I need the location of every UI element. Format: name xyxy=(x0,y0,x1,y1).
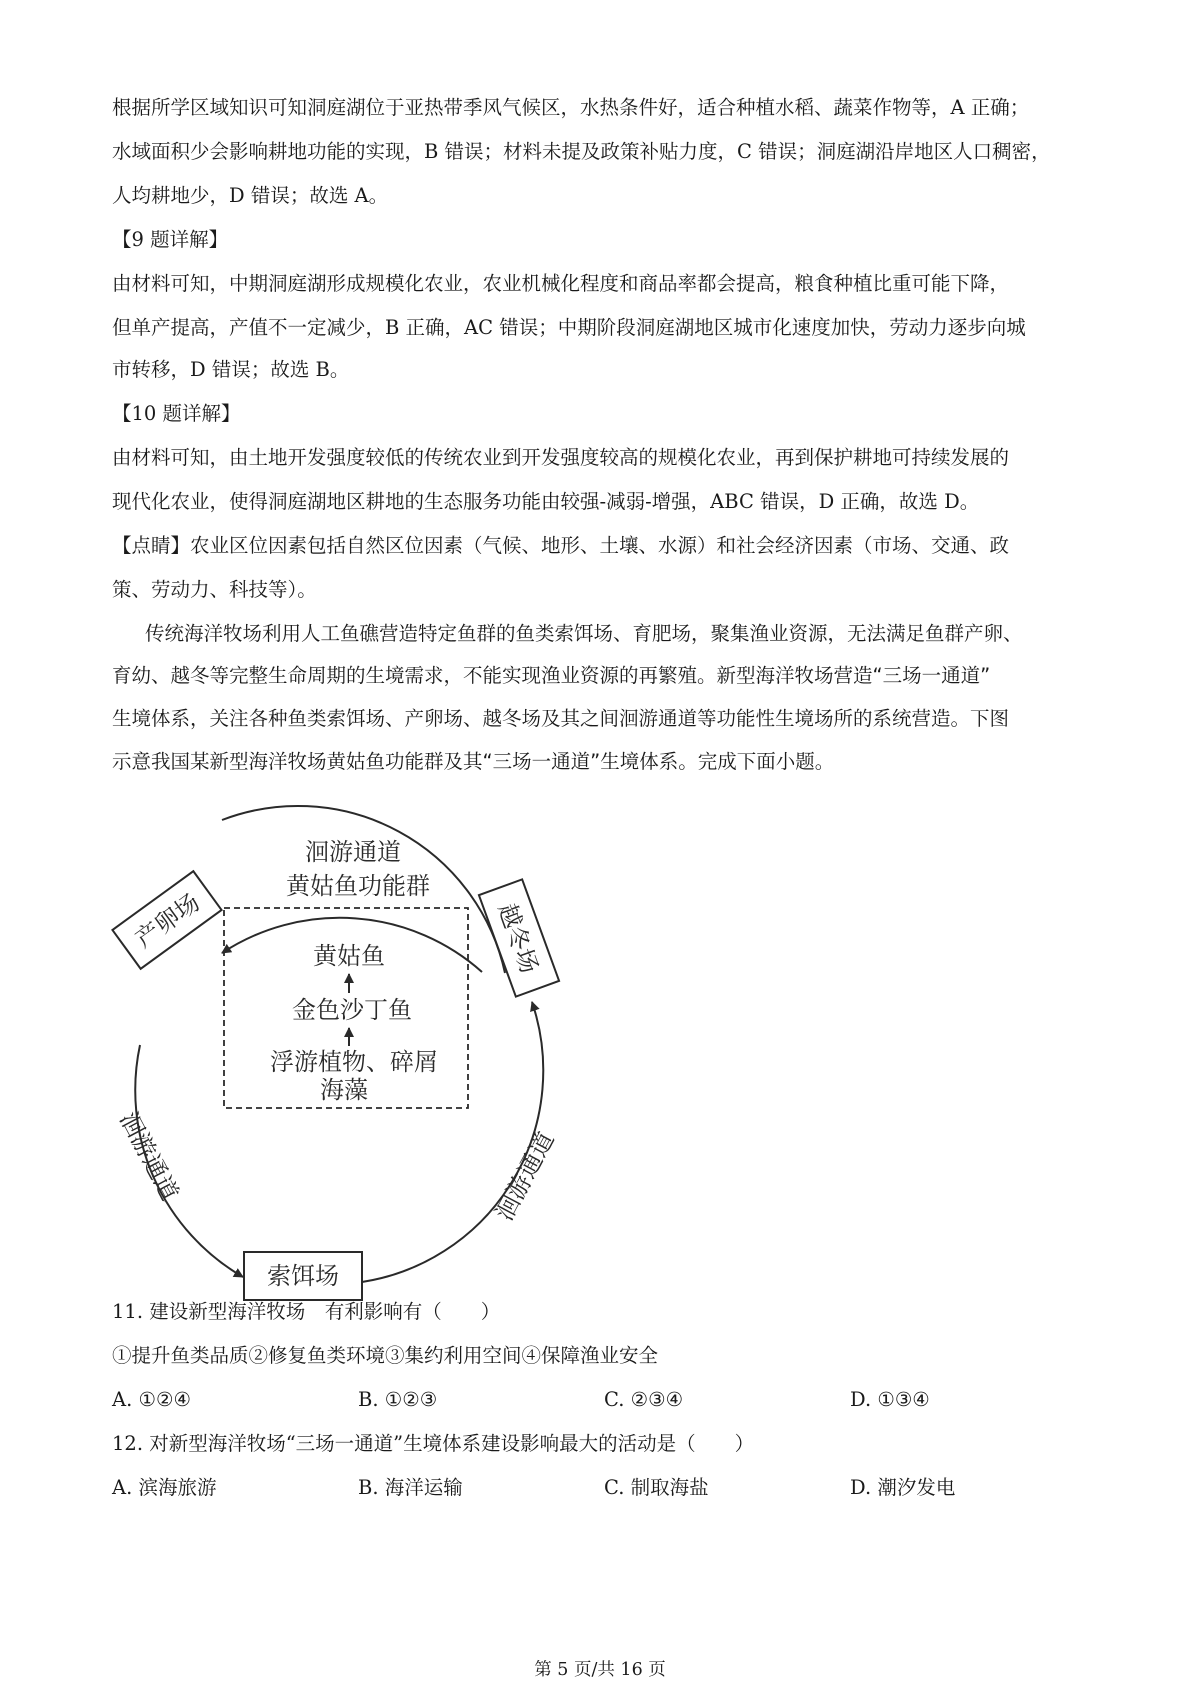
section-heading: 【10 题详解】 xyxy=(112,402,241,425)
spawning-ground-box xyxy=(112,871,221,969)
text-line: 根据所学区域知识可知洞庭湖位于亚热带季风气候区，水热条件好，适合种植水稻、蔬菜作物等，A 正确； xyxy=(112,96,1030,119)
group-title: 黄姑鱼功能群 xyxy=(286,872,430,900)
material-line: 示意我国某新型海洋牧场黄姑鱼功能群及其“三场一通道”生境体系。完成下面小题。 xyxy=(112,750,835,773)
text-line: 由材料可知，中期洞庭湖形成规模化农业，农业机械化程度和商品率都会提高，粮食种植比重可能下降， xyxy=(112,272,1010,295)
text-line: 水域面积少会影响耕地功能的实现，B 错误；材料未提及政策补贴力度，C 错误；洞庭湖沿岸地区人口稠密， xyxy=(112,140,1051,163)
q12-option-b[interactable]: B. 海洋运输 xyxy=(358,1476,463,1499)
food-chain-base: 浮游植物、碎屑 xyxy=(270,1048,438,1076)
channel-label-right: 洄游通道 xyxy=(490,1127,560,1226)
text-line: 策、劳动力、科技等）。 xyxy=(112,578,317,601)
q11-option-d[interactable]: D. ①③④ xyxy=(850,1388,930,1411)
tip-line: 【点睛】农业区位因素包括自然区位因素（气候、地形、土壤、水源）和社会经济因素（市场、交通、政 xyxy=(112,534,1010,557)
food-chain-top: 黄姑鱼 xyxy=(313,942,385,970)
question-11-items: ①提升鱼类品质②修复鱼类环境③集约利用空间④保障渔业安全 xyxy=(112,1344,659,1367)
text-line: 现代化农业，使得洞庭湖地区耕地的生态服务功能由较强-减弱-增强，ABC 错误，D 正确，故选 D。 xyxy=(112,490,980,513)
food-chain-base-2: 海藻 xyxy=(320,1076,368,1104)
page-footer: 第 5 页/共 16 页 xyxy=(534,1660,666,1680)
q11-option-b[interactable]: B. ①②③ xyxy=(358,1388,438,1411)
feeding-ground-box xyxy=(244,1252,362,1300)
section-heading: 【9 题详解】 xyxy=(112,228,229,251)
food-chain-middle: 金色沙丁鱼 xyxy=(292,996,412,1024)
question-11-stem: 11. 建设新型海洋牧场 有利影响有（ ） xyxy=(112,1300,501,1323)
text-line: 但单产提高，产值不一定减少，B 正确，AC 错误；中期阶段洞庭湖地区城市化速度加快，劳动力逐步向城 xyxy=(112,316,1026,339)
wintering-ground-box xyxy=(479,879,559,996)
text-line: 市转移，D 错误；故选 B。 xyxy=(112,358,350,381)
feeding-label: 索饵场 xyxy=(267,1262,339,1290)
channel-label-left: 洄游通道 xyxy=(114,1107,184,1206)
material-line: 生境体系，关注各种鱼类索饵场、产卵场、越冬场及其之间洄游通道等功能性生境场所的系统营造。下图 xyxy=(112,707,1010,730)
q11-option-a[interactable]: A. ①②④ xyxy=(112,1388,191,1411)
q11-option-c[interactable]: C. ②③④ xyxy=(604,1388,684,1411)
wintering-label: 越冬场 xyxy=(492,899,544,977)
text-line: 由材料可知，由土地开发强度较低的传统农业到开发强度较高的规模化农业，再到保护耕地可持续发展的 xyxy=(112,446,1010,469)
question-12-stem: 12. 对新型海洋牧场“三场一通道”生境体系建设影响最大的活动是（ ） xyxy=(112,1432,755,1455)
q12-option-c[interactable]: C. 制取海盐 xyxy=(604,1476,709,1499)
material-line: 传统海洋牧场利用人工鱼礁营造特定鱼群的鱼类索饵场、育肥场，聚集渔业资源，无法满足鱼群产卵、 xyxy=(145,622,1023,645)
material-line: 育幼、越冬等完整生命周期的生境需求，不能实现渔业资源的再繁殖。新型海洋牧场营造“三场一通道” xyxy=(112,664,991,687)
q12-option-a[interactable]: A. 滨海旅游 xyxy=(112,1476,217,1499)
text-line: 人均耕地少，D 错误；故选 A。 xyxy=(112,184,389,207)
habitat-system-diagram xyxy=(100,838,660,1290)
q12-option-d[interactable]: D. 潮汐发电 xyxy=(850,1476,956,1499)
spawning-label: 产卵场 xyxy=(130,888,205,954)
channel-label-top: 洄游通道 xyxy=(305,838,401,866)
arrow-to-wintering xyxy=(362,1002,543,1282)
